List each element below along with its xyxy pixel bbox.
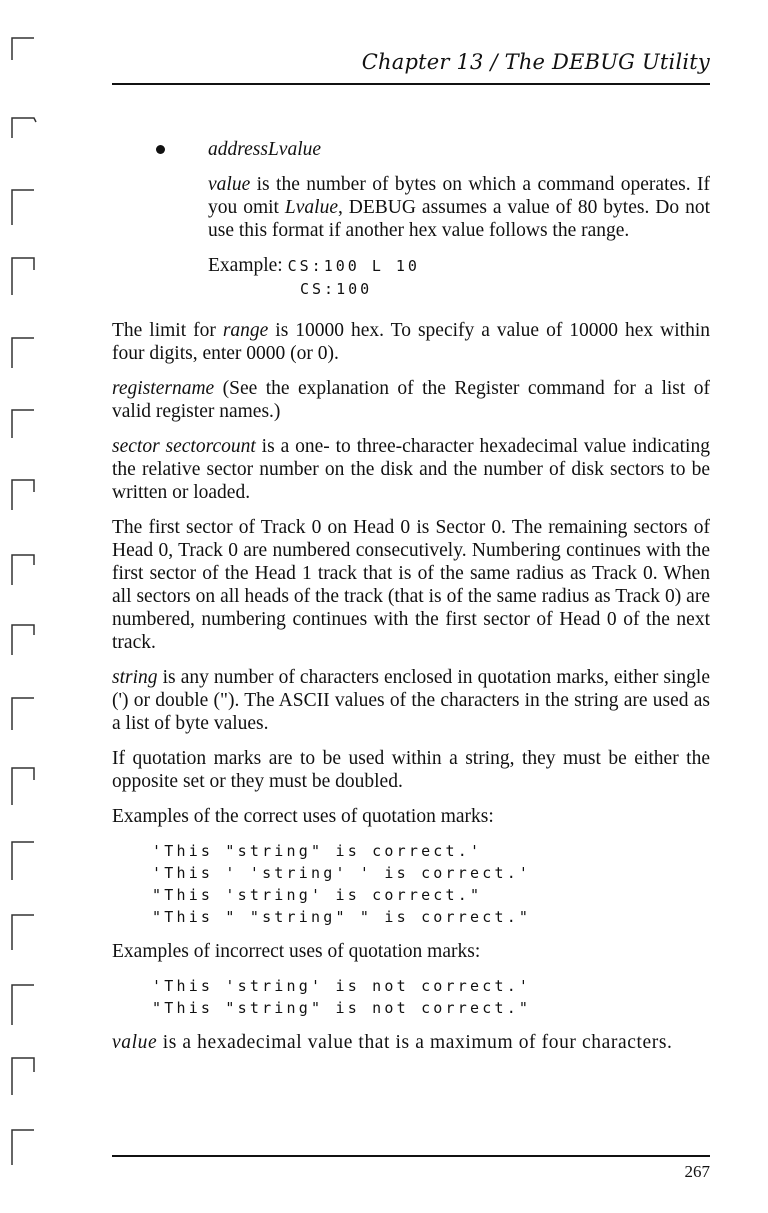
value-paragraph: value is a hexadecimal value that is a maximum of four characters. (112, 1032, 673, 1053)
example-label: Example: (208, 255, 288, 276)
sector-paragraph: sector sectorcount is a one- to three-character hexadecimal value indicating the relative sector number on the disk and the number of disk sectors to be written or loaded. (112, 436, 710, 503)
header-rule (112, 83, 710, 85)
correct-examples-heading: Examples of the correct uses of quotation marks: (112, 806, 494, 827)
example-code-1: CS:100 L 10 (287, 257, 420, 275)
body-text (112, 138, 710, 1066)
chapter-header: Chapter 13 / The DEBUG Utility (361, 50, 710, 74)
quotes-paragraph: If quotation marks are to be used within a string, they must be either the opposite set or they must be doubled. (112, 748, 710, 792)
registername-paragraph: registername (See the explanation of the Register command for a list of valid register names.) (112, 378, 710, 422)
bullet-dot (156, 145, 165, 154)
range-paragraph: The limit for range is 10000 hex. To specify a value of 10000 hex within four digits, enter 0000 (or 0). (112, 320, 710, 364)
correct-examples-block (152, 840, 710, 928)
bullet-description: value is the number of bytes on which a command operates. If you omit Lvalue, DEBUG assumes a value of 80 bytes. Do not use this format if another hex value follows the range. (208, 174, 710, 241)
code-line: 'This "string" is correct.' (152, 842, 483, 860)
code-line: 'This 'string' is not correct.' (152, 977, 532, 995)
incorrect-examples-heading: Examples of incorrect uses of quotation marks: (112, 941, 481, 962)
track-paragraph: The first sector of Track 0 on Head 0 is Sector 0. The remaining sectors of Head 0, Track 0 are numbered consecutively. Numbering continues with the first sector of the Head 1 track that is of the same radius as Track 0. When all sectors on all heads of the track (that is of the same radius as Track 0) are numbered, numbering continues with the first sector of Head 0 of the next track. (112, 517, 710, 653)
page-number: 267 (684, 1162, 710, 1181)
string-paragraph: string is any number of characters enclosed in quotation marks, either single (') or double ("). The ASCII values of the characters in the string are used as a list of byte values. (112, 667, 710, 734)
bullet-item-addresslvalue (112, 138, 710, 301)
bullet-example (208, 254, 710, 301)
code-line: "This " "string" " is correct." (152, 908, 532, 926)
bullet-term: addressLvalue (208, 139, 322, 160)
code-line: 'This ' 'string' ' is correct.' (152, 864, 532, 882)
footer-rule (112, 1155, 710, 1157)
binder-hole-marks (0, 0, 40, 1213)
code-line: "This "string" is not correct." (152, 999, 532, 1017)
code-line: "This 'string' is correct." (152, 886, 483, 904)
incorrect-examples-block (152, 975, 710, 1019)
example-code-2: CS:100 (300, 280, 373, 298)
